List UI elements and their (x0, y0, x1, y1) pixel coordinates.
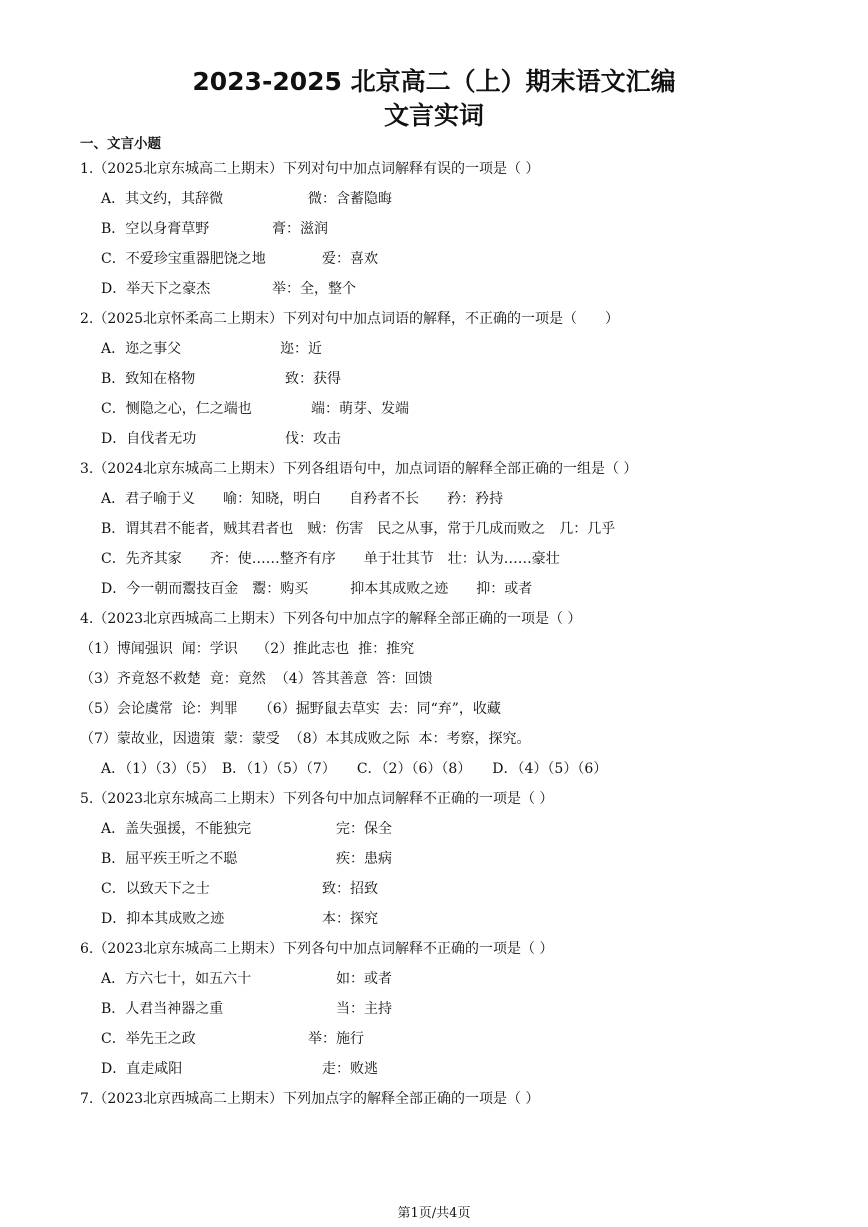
answer-option (80, 244, 840, 274)
option-text: C．先齐其家 齐：使……整齐有序 单于壮其节 壮：认为……豪壮 (101, 551, 560, 567)
question-text: 7.（2023北京西城高二上期末）下列加点字的解释全部正确的一项是（ ） (80, 1091, 540, 1107)
option-text: B．空以身膏草野 (101, 221, 210, 237)
answer-option (80, 1054, 840, 1084)
answer-option (80, 874, 840, 904)
sub-item (80, 694, 840, 724)
section-heading: 一、文言小题 (80, 136, 161, 152)
question-stem (80, 154, 840, 184)
answer-option (80, 994, 840, 1024)
option-gloss: 端：萌芽、发端 (311, 401, 409, 417)
page-footer: 第1页/共4页 (397, 1206, 471, 1221)
option-text: B．屈平疾王听之不聪 (101, 851, 238, 867)
question-text: 3.（2024北京东城高二上期末）下列各组语句中，加点词语的解释全部正确的一组是（ ） (80, 461, 638, 477)
option-text: C．举先王之政 (101, 1031, 196, 1047)
option-gloss: 走：败逃 (322, 1061, 378, 1077)
answer-option (80, 1024, 840, 1054)
question-text: 4.（2023北京西城高二上期末）下列各句中加点字的解释全部正确的一项是（ ） (80, 611, 582, 627)
option-gloss: 伐：攻击 (285, 431, 341, 447)
question-list (80, 154, 840, 1114)
answer-option (80, 544, 840, 574)
question-stem (80, 784, 840, 814)
answer-option (80, 394, 840, 424)
option-text: （5）会论虞常 论：判罪 （6）掘野鼠去草实 去：同“弃”，收藏 (80, 701, 501, 717)
option-gloss: 致：获得 (285, 371, 341, 387)
option-text: C．以致天下之士 (101, 881, 210, 897)
sub-item (80, 634, 840, 664)
question-stem (80, 454, 840, 484)
answer-option (80, 754, 840, 784)
question-stem (80, 934, 840, 964)
question-text: 1.（2025北京东城高二上期末）下列对句中加点词解释有误的一项是（ ） (80, 161, 540, 177)
answer-option (80, 574, 840, 604)
sub-item (80, 664, 840, 694)
question-text: 6.（2023北京东城高二上期末）下列各句中加点词解释不正确的一项是（ ） (80, 941, 554, 957)
question-stem (80, 604, 840, 634)
option-text: A．其文约，其辞微 (101, 191, 224, 207)
option-text: A．（1）（3）（5） B．（1）（5）（7） C．（2）（6）（8） D．（4）（5）（6） (101, 761, 608, 777)
answer-option (80, 364, 840, 394)
option-text: D．今一朝而鬻技百金 鬻：购买 抑本其成败之迹 抑：或者 (101, 581, 533, 597)
option-text: A．迩之事父 (101, 341, 182, 357)
option-text: A．君子喻于义 喻：知晓，明白 自矜者不长 矜：矜持 (101, 491, 504, 507)
answer-option (80, 484, 840, 514)
option-text: C．不爱珍宝重器肥饶之地 (101, 251, 266, 267)
option-text: A．盖失强援，不能独完 (101, 821, 252, 837)
option-gloss: 微：含蓄隐晦 (308, 191, 392, 207)
sub-item (80, 724, 840, 754)
option-text: D．抑本其成败之迹 (101, 911, 225, 927)
answer-option (80, 334, 840, 364)
answer-option (80, 274, 840, 304)
question-text: 5.（2023北京东城高二上期末）下列各句中加点词解释不正确的一项是（ ） (80, 791, 554, 807)
option-gloss: 完：保全 (336, 821, 392, 837)
answer-option (80, 844, 840, 874)
option-text: C．恻隐之心，仁之端也 (101, 401, 252, 417)
option-gloss: 举：全，整个 (272, 281, 356, 297)
option-gloss: 如：或者 (336, 971, 392, 987)
option-text: D．自伐者无功 (101, 431, 197, 447)
answer-option (80, 514, 840, 544)
document-title: 2023-2025 北京高二（上）期末语文汇编 (192, 67, 676, 96)
answer-option (80, 964, 840, 994)
option-text: B．人君当神器之重 (101, 1001, 224, 1017)
option-gloss: 举：施行 (308, 1031, 364, 1047)
question-stem (80, 1084, 840, 1114)
answer-option (80, 814, 840, 844)
answer-option (80, 184, 840, 214)
answer-option (80, 904, 840, 934)
option-gloss: 致：招致 (322, 881, 378, 897)
answer-option (80, 214, 840, 244)
document-subtitle: 文言实词 (383, 101, 484, 130)
option-gloss: 本：探究 (322, 911, 378, 927)
option-gloss: 爱：喜欢 (322, 251, 378, 267)
option-text: （7）蒙故业，因遗策 蒙：蒙受 （8）本其成败之际 本：考察，探究。 (80, 731, 531, 747)
question-text: 2.（2025北京怀柔高二上期末）下列对句中加点词语的解释，不正确的一项是（ ） (80, 311, 619, 327)
option-text: （1）博闻强识 闻：学识 （2）推此志也 推：推究 (80, 641, 415, 657)
option-text: （3）齐竟怒不救楚 竟：竟然 （4）答其善意 答：回馈 (80, 671, 433, 687)
answer-option (80, 424, 840, 454)
option-gloss: 膏：滋润 (272, 221, 328, 237)
option-text: D．直走咸阳 (101, 1061, 183, 1077)
option-text: D．举天下之豪杰 (101, 281, 211, 297)
option-text: B．谓其君不能者，贼其君者也 贼：伤害 民之从事，常于几成而败之 几：几乎 (101, 521, 616, 537)
question-stem (80, 304, 840, 334)
option-text: A．方六七十，如五六十 (101, 971, 252, 987)
option-text: B．致知在格物 (101, 371, 196, 387)
option-gloss: 迩：近 (280, 341, 322, 357)
option-gloss: 当：主持 (336, 1001, 392, 1017)
option-gloss: 疾：患病 (336, 851, 392, 867)
